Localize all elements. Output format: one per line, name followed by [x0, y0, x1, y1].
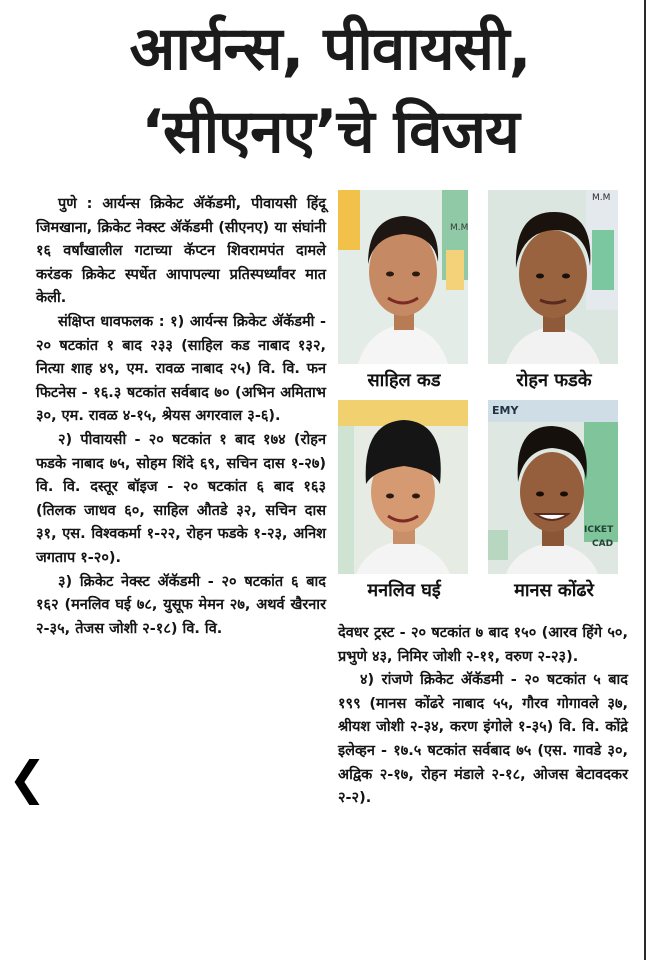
- article-paragraph: पुणे : आर्यन्स क्रिकेट ॲकॅडमी, पीवायसी हिंदू जिमखाना, क्रिकेट नेक्स्ट ॲकॅडमी (सीएनए) या संघांनी १६ वर्षांखालील गटाच्या कॅप्टन शिवरामपंत दामले करंडक क्रिकेट स्पर्धेत आपापल्या प्रतिस्पर्ध्यांवर मात केली.: [36, 196, 326, 307]
- player-photo-manliv-ghai: [338, 400, 468, 574]
- article-paragraph: देवधर ट्रस्ट - २० षटकांत ७ बाद १५० (आरव हिंगे ५०, प्रभुणे ४३, निमिर जोशी २-११, वरुण २-२३).: [338, 625, 628, 665]
- player-photo-rohan-phadke: [488, 190, 618, 364]
- photo-sign-text: M.M: [450, 223, 468, 233]
- photo-sign-text: EMY: [492, 404, 519, 417]
- photo-caption: साहिल कड: [367, 370, 441, 391]
- article-column-right: [338, 622, 628, 811]
- article-paragraph: २) पीवायसी - २० षटकांत १ बाद १७४ (रोहन फडके नाबाद ७५, सोहम शिंदे ६९, सचिन दास १-२७) वि. वि. दस्तूर बॉइज - २० षटकांत ६ बाद १६३ (तिलक जाधव ६०, साहिल औतडे ३२, सचिन दास ३१, एस. विश्वकर्मा १-२२, रोहन फडके १-२३, अनिश जगताप १-२०).: [36, 431, 326, 566]
- photo-caption: मानस कोंढरे: [514, 580, 594, 601]
- player-photo-manas-kondhare: [488, 400, 618, 574]
- article-paragraph: ३) क्रिकेट नेक्स्ट ॲकॅडमी - २० षटकांत ६ बाद १६२ (मनलिव घई ७८, युसूफ मेमन २७, अथर्व खैरनार २-३५, तेजस जोशी २-१८) वि. वि.: [36, 573, 326, 637]
- page-left-margin: [0, 0, 30, 960]
- photo-caption: रोहन फडके: [516, 370, 592, 391]
- photo-sign-text: CAD: [592, 539, 614, 549]
- photo-caption: मनलिव घई: [367, 580, 441, 601]
- headline-line-1: आर्यन्स, पीवायसी,: [129, 14, 531, 84]
- article-paragraph: संक्षिप्त धावफलक : १) आर्यन्स क्रिकेट ॲकॅडमी - २० षटकांत १ बाद २३३ (साहिल कड नाबाद १३२, नित्या शाह ४९, एम. रावळ नाबाद २५) वि. वि. फन फिटनेस - १६.३ षटकांत सर्वबाद ७० (अभिन अमिताभ ३०, एम. रावळ ४-१५, श्रेयस अगरवाल ३-६).: [36, 313, 326, 425]
- left-bracket-mark: ❮: [8, 751, 47, 805]
- article-column-left: [36, 193, 326, 641]
- player-photo-sahil-kad: [338, 190, 468, 364]
- photo-sign-text: ICKET: [584, 525, 614, 535]
- headline-line-2: ‘सीएनए’चे विजय: [141, 97, 519, 167]
- page-edge-line: [644, 0, 646, 960]
- photo-sign-text: M.M: [592, 193, 611, 203]
- article-paragraph: ४) रांजणे क्रिकेट ॲकॅडमी - २० षटकांत ५ बाद १९९ (मानस कोंढरे नाबाद ५५, गौरव गोगावले ३७, श्रीयश जोशी २-३४, करण इंगोले १-३५) वि. वि. कोंद्रे इलेव्हन - १७.५ षटकांत सर्वबाद ७५ (एस. गावडे ३०, अद्विक २-१७, रोहन मंडाले २-१८, ओजस बेटावदकर २-२).: [338, 672, 628, 807]
